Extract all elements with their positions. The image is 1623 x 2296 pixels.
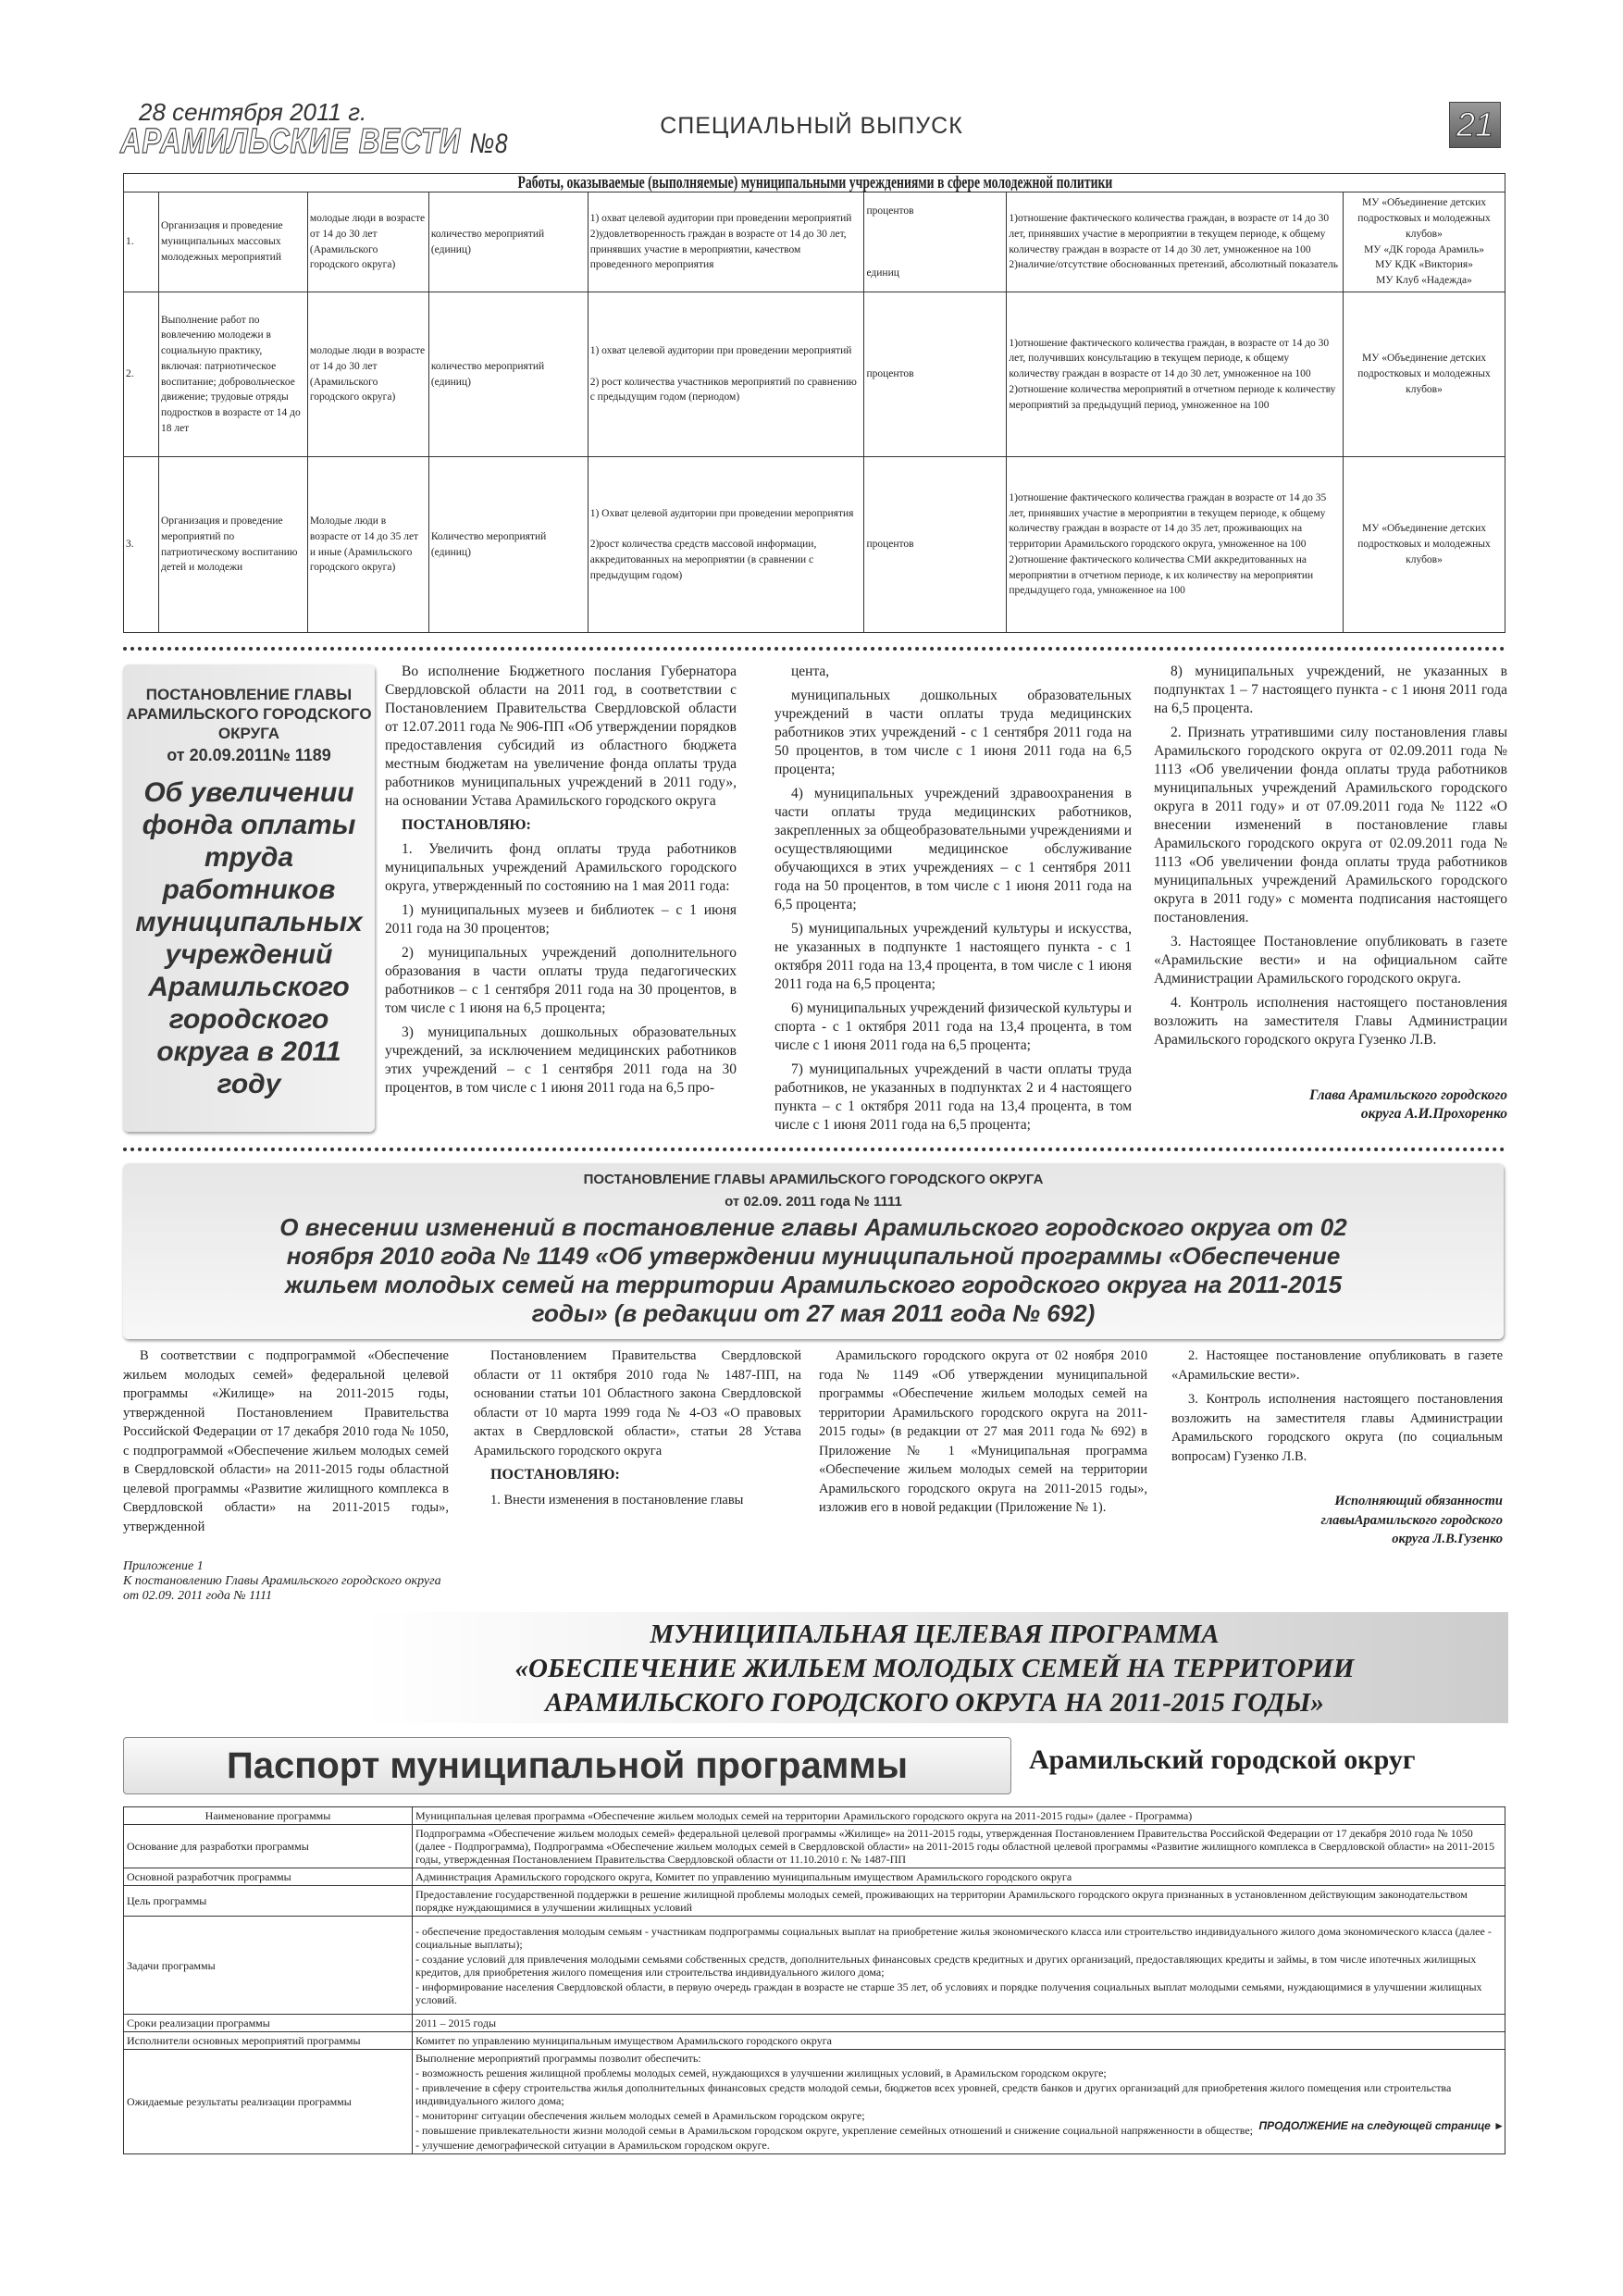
paragraph: 1. Увеличить фонд оплаты труда работников муниципальных учреждений Арамильского городского округа, утвержденный по состоянию на 1 мая 2011 года: — [385, 841, 737, 894]
table-row — [124, 292, 1505, 457]
passport-row — [124, 1868, 1505, 1886]
paragraph: ПОСТАНОВЛЯЮ: — [490, 1467, 620, 1483]
cell-consumers: Молодые люди в возрасте от 14 до 35 лет и иные (Арамильского городского округа) — [307, 457, 428, 633]
passport-line: Администрация Арамильского городского округа, Комитет по управлению муниципальным имуществом Арамильского городского округа — [415, 1870, 1072, 1883]
passport-line: - мониторинг ситуации обеспечения жильем молодых семей в Арамильском городском округе; — [415, 2109, 865, 2122]
cell-consumers: молодые люди в возрасте от 14 до 30 лет (Арамильского городского округа) — [307, 192, 428, 292]
paragraph: 3. Контроль исполнения настоящего постановления возложить на заместителя главы Администрации Арамильского городского округа (по социальным вопросам) Гузенко Л.В. — [1171, 1392, 1503, 1464]
passport-row — [124, 2015, 1505, 2032]
appendix-line: от 02.09. 2011 года № 1111 — [123, 1589, 273, 1603]
passport-line: - привлечение в сферу строительства жилья дополнительных финансовых средств молодой семьи, бюджетов всех уровней, средств банков и других организаций для приобретения жилого помещения или строительства индивидуального жилого дома; — [415, 2081, 1452, 2107]
passport-label: Основной разработчик программы — [124, 1868, 413, 1886]
paragraph: В соответствии с подпрограммой «Обеспечение жильем молодых семей» федеральной целевой программы «Жилище» на 2011-2015 годы, утвержденной Постановлением Правительства Российской Федерации от 17 декабря 2010 года № 1050, с подпрограммой «Обеспечение жильем молодых семей в Свердловской области» на 2011-2015 годы областной целевой программы «Развитие жилищного комплекса в Свердловской области» на 2011-2015 годы», утвержденной — [123, 1348, 449, 1534]
decree-1189-column-2 — [774, 663, 1132, 1140]
banner-line: МУНИЦИПАЛЬНАЯ ЦЕЛЕВАЯ ПРОГРАММА — [650, 1620, 1220, 1649]
passport-line: - информирование населения Свердловской области, в первую очередь граждан в возрасте не старше 35 лет, об условиях и порядке получения социальных выплат молодыми семьями, нуждающимися в улучшении жилищных условий. — [415, 1980, 1482, 2006]
passport-okrug: Арамильский городской округ — [1029, 1744, 1416, 1775]
paragraph: 7) муниципальных учреждений в части оплаты труда работников, не указанных в подпунктах 2 и 4 настоящего пункта – с 1 октября 2011 года на 13,4 процента, в том числе с 1 июня 2011 года на 6,5 процента; — [774, 1061, 1132, 1133]
paragraph: ПОСТАНОВЛЯЮ: — [402, 817, 531, 833]
cell-indicators: 1) охват целевой аудитории при проведении мероприятий 2)удовлетворенность граждан в возрасте от 14 до 30 лет, принявших участие в мероприятии, качеством проведенного мероприятия — [588, 192, 864, 292]
program-banner — [361, 1612, 1508, 1723]
passport-table — [123, 1806, 1505, 2154]
works-table-title — [227, 174, 1401, 192]
paragraph: 8) муниципальных учреждений, не указанных в подпунктах 1 – 7 настоящего пункта - с 1 июня 2011 года на 6,5 процента. — [1154, 664, 1507, 716]
passport-label: Цель программы — [124, 1886, 413, 1917]
cell-n: 1. — [124, 192, 159, 292]
passport-value — [413, 2050, 1505, 2154]
signature-line: Исполняющий обязанности — [1334, 1494, 1503, 1508]
decree-date: от 20.09.2011№ 1189 — [167, 746, 331, 764]
passport-value — [413, 1868, 1505, 1886]
dotted-divider — [123, 647, 1505, 651]
appendix-line: Приложение 1 — [123, 1559, 204, 1573]
table-row — [124, 457, 1505, 633]
cell-unit: количество мероприятий (единиц) — [428, 292, 588, 457]
cell-indicators: 1) охват целевой аудитории при проведении мероприятий 2) рост количества участников мероприятий по сравнению с предыдущим годом (периодом) — [588, 292, 864, 457]
issue-date: 28 сентября 2011 г. — [139, 98, 367, 126]
cell-consumers: молодые люди в возрасте от 14 до 30 лет (Арамильского городского округа) — [307, 292, 428, 457]
cell-org: МУ «Объединение детских подростковых и молодежных клубов» — [1344, 457, 1505, 633]
cell-measure: процентов — [864, 292, 1007, 457]
cell-n: 2. — [124, 292, 159, 457]
passport-label: Наименование программы — [124, 1807, 413, 1825]
paragraph: 1. Внести изменения в постановление главы — [490, 1492, 744, 1508]
passport-value — [413, 2032, 1505, 2050]
passport-line: Муниципальная целевая программа «Обеспечение жильем молодых семей на территории Арамильского городского округа на 2011-2015 годы» (далее - Программа) — [415, 1809, 1193, 1822]
passport-label: Сроки реализации программы — [124, 2015, 413, 2032]
continuation-note: ПРОДОЛЖЕНИЕ на следующей странице ► — [1258, 2119, 1505, 2132]
paragraph: 2. Признать утратившими силу постановления главы Арамильского городского округа от 02.09.2011 года № 1113 «Об увеличении фонда оплаты труда работников муниципальных учреждений Арамильского городского округа в 2011 году» и от 07.09.2011 года № 1122 «О внесении изменений в постановление главы Арамильского городского округа от 02.09.2011 года № 1113 «Об увеличении фонда оплаты труда работников муниципальных учреждений Арамильского городского округа в 2011 году» с момента подписания настоящего постановления. — [1154, 725, 1507, 925]
paragraph: 6) муниципальных учреждений физической культуры и спорта - с 1 октября 2011 года на 13,4 процента, в том числе с 1 июня 2011 года на 6,5 процента; — [774, 1000, 1132, 1053]
paragraph: муниципальных дошкольных образовательных учреждений в части оплаты труда медицинских работников этих учреждений - с 1 сентября 2011 года на 50 процентов, в том числе с 1 июня 2011 года на 6,5 процента; — [774, 688, 1132, 777]
paragraph: Постановлением Правительства Свердловской области от 11 октября 2010 года № 1487-ПП, на основании статьи 101 Областного закона Свердловской области от 10 марта 1999 года № 4-ОЗ «О правовых актах в Свердловской области», статьи 28 Устава Арамильского городского округа — [474, 1348, 801, 1458]
banner-line: АРАМИЛЬСКОГО ГОРОДСКОГО ОКРУГА НА 2011-2015 ГОДЫ» — [545, 1688, 1324, 1718]
decree-1111-column-4 — [1171, 1347, 1503, 1549]
signature — [1154, 1086, 1507, 1123]
passport-line: 2011 – 2015 годы — [415, 2017, 496, 2029]
passport-line: Подпрограмма «Обеспечение жильем молодых семей» федеральной целевой программы «Жилище» на 2011-2015 годы, утвержденная Постановлением Правительства Российской Федерации от 17 декабря 2010 года № 1050 (далее - Подпрограмма), Подпрограмма «Обеспечение жильем молодых семей в Свердловской области» на 2011-2015 годы областной целевой программы «Развитие жилищного комплекса в Свердловской области» на 2011-2015 годы, утвержденная Постановлением Правительства Свердловской области от 11.10.2010 г. № 1487-ПП — [415, 1827, 1495, 1866]
passport-line: - повышение привлекательности жизни молодой семьи в Арамильском городском округе, укрепление семейных отношений и снижение социальной напряженности в обществе; — [415, 2124, 1253, 2137]
decree-1111-header-box — [123, 1163, 1504, 1339]
cell-name: Организация и проведение мероприятий по патриотическому воспитанию детей и молодежи — [158, 457, 307, 633]
passport-line: Предоставление государственной поддержки в решение жилищной проблемы молодых семей, проживающих на территории Арамильского городского округа признанных в установленном действующим законодательством порядке нуждающимися в улучшении жилищных условий — [415, 1888, 1468, 1914]
passport-line: Выполнение мероприятий программы позволит обеспечить: — [415, 2052, 701, 2065]
passport-line: - возможность решения жилищной проблемы молодых семей, нуждающихся в улучшении жилищных условий, в Арамильском городском округе; — [415, 2066, 1107, 2079]
cell-unit: количество мероприятий (единиц) — [428, 192, 588, 292]
cell-org: МУ «Объединение детских подростковых и молодежных клубов» — [1344, 292, 1505, 457]
signature — [1171, 1492, 1503, 1549]
paragraph: 1) муниципальных музеев и библиотек – с 1 июня 2011 года на 30 процентов; — [385, 902, 737, 937]
passport-row — [124, 1886, 1505, 1917]
passport-value — [413, 2015, 1505, 2032]
paragraph: 3. Настоящее Постановление опубликовать в газете «Арамильские вести» и на официальном сайте Администрации Арамильского городского округа. — [1154, 934, 1507, 987]
appendix-line: К постановлению Главы Арамильского городского округа — [123, 1574, 441, 1588]
decree-heading: ПОСТАНОВЛЕНИЕ ГЛАВЫ АРАМИЛЬСКОГО ГОРОДСКОГО ОКРУГА — [126, 686, 372, 742]
cell-indicators: 1) Охват целевой аудитории при проведении мероприятия 2)рост количества средств массовой информации, аккредитованных на мероприятии (в сравнении с предыдущим годом) — [588, 457, 864, 633]
cell-n: 3. — [124, 457, 159, 633]
cell-unit: Количество мероприятий (единиц) — [428, 457, 588, 633]
passport-line: - создание условий для привлечения молодыми семьями собственных средств, дополнительных финансовых средств кредитных и других организаций, предоставляющих кредиты и займы, в том числе ипотечных жилищных кредитов, для приобретения жилого помещения или строительства индивидуального жилого дома; — [415, 1952, 1477, 1979]
dotted-divider — [123, 1148, 1505, 1151]
passport-value — [413, 1807, 1505, 1825]
passport-row — [124, 1917, 1505, 2015]
decree-title: Об увеличении фонда оплаты труда работников муниципальных учреждений Арамильского городского округа в 2011 году — [135, 777, 363, 1099]
cell-name: Выполнение работ по вовлечению молодежи в социальную практику, включая: патриотическое воспитание; добровольческое движение; трудовые отряды подростков в возрасте от 14 до 18 лет — [158, 292, 307, 457]
passport-label: Ожидаемые результаты реализации программы — [124, 2050, 413, 2154]
decree-1111-column-1 — [123, 1347, 449, 1542]
cell-formula: 1)отношение фактического количества граждан, в возрасте от 14 до 30 лет, принявших участие в мероприятии в текущем периоде, к общему количеству граждан в возрасте от 14 до 30 лет, умноженное на 100 2)наличие/отсутствие обоснованных претензий, абсолютный показатель — [1007, 192, 1344, 292]
cell-measure: процентов единиц — [864, 192, 1007, 292]
paragraph: 4) муниципальных учреждений здравоохранения в части оплаты труда медицинских работников, закрепленных за общеобразовательными учреждениями и осуществляющими медицинское обслуживание обучающихся в этих учреждениях – с 1 сентября 2011 года на 50 процентов, в том числе с 1 июня 2011 года на 6,5 процента; — [774, 786, 1132, 912]
paragraph: 4. Контроль исполнения настоящего постановления возложить на заместителя Главы Администрации Арамильского городского округа Гузенко Л.В. — [1154, 995, 1507, 1048]
signature-line: Глава Арамильского городского — [1309, 1087, 1507, 1103]
signature-line: округа Л.В.Гузенко — [1392, 1532, 1503, 1546]
passport-title: Паспорт муниципальной программы — [123, 1737, 1011, 1794]
decree-heading: ПОСТАНОВЛЕНИЕ ГЛАВЫ АРАМИЛЬСКОГО ГОРОДСКОГО ОКРУГА — [583, 1172, 1044, 1187]
decree-1189-column-1 — [385, 663, 737, 1103]
paragraph: 3) муниципальных дошкольных образовательных учреждений, за исключением медицинских работников этих учреждений – с 1 сентября 2011 года на 30 процентов, в том числе с 1 июня 2011 года на 6,5 про- — [385, 1024, 737, 1096]
cell-measure: процентов — [864, 457, 1007, 633]
paragraph: Арамильского городского округа от 02 ноября 2010 года № 1149 «Об утверждении муниципальной программы «Обеспечение жильем молодых семей на территории Арамильского городского округа на 2011-2015 годы» (в редакции от 27 мая 2011 года № 692) в Приложение № 1 «Муниципальная программа «Обеспечение жильем молодых семей на территории Арамильского городского округа на 2011-2015 годы», изложив его в новой редакции (Приложение № 1). — [819, 1348, 1147, 1515]
passport-row — [124, 2050, 1505, 2154]
paragraph: Во исполнение Бюджетного послания Губернатора Свердловской области на 2011 год, в соответствии с Постановлением Правительства Свердловской области от 12.07.2011 года № 906-ПП «Об утверждении порядков предоставления субсидий из областного бюджета местным бюджетам на увеличение фонда оплаты труда работников муниципальных учреждений в 2011 году», на основании Устава Арамильского городского округа — [385, 664, 737, 809]
decree-1189-column-3 — [1154, 663, 1507, 1123]
decree-1111-column-3 — [819, 1347, 1147, 1523]
page-number: 21 — [1449, 102, 1501, 148]
paragraph: 5) муниципальных учреждений культуры и искусства, не указанных в подпункте 1 настоящего пункта - с 1 октября 2011 года на 13,4 процента, в том числе с 1 июня 2011 года на 6,5 процента; — [774, 921, 1132, 992]
signature-line: округа А.И.Прохоренко — [1360, 1106, 1507, 1122]
passport-line: - улучшение демографической ситуации в Арамильском городском округе. — [415, 2139, 770, 2152]
cell-name: Организация и проведение муниципальных массовых молодежных мероприятий — [158, 192, 307, 292]
cell-formula: 1)отношение фактического количества граждан, в возрасте от 14 до 30 лет, получивших консультацию в текущем периоде, к общему количеству граждан в возрасте от 14 до 30 лет, умноженное на 100 2)отношение количества мероприятий в отчетном периоде к количеству мероприятий за предыдущий период, умноженное на 100 — [1007, 292, 1344, 457]
decree-title: О внесении изменений в постановление главы Арамильского городского округа от 02 ноября 2010 года № 1149 «Об утверждении муниципальной программы «Обеспечение жильем молодых семей на территории Арамильского городского округа на 2011-2015 годы» (в редакции от 27 мая 2011 года № 692) — [279, 1213, 1347, 1327]
passport-value — [413, 1917, 1505, 2015]
table-title-text: Работы, оказываемые (выполняемые) муниципальными учреждениями в сфере молодежной политики — [516, 173, 1112, 192]
logo-text: АРАМИЛЬСКИЕ ВЕСТИ — [120, 122, 461, 161]
passport-line: - обеспечение предоставления молодым семьям - участникам подпрограммы социальных выплат на приобретение жилья экономического класса или строительство индивидуального жилого дома экономического класса (далее - социальные выплаты); — [415, 1924, 1492, 1951]
passport-row — [124, 2032, 1505, 2050]
passport-label: Исполнители основных мероприятий программы — [124, 2032, 413, 2050]
cell-formula: 1)отношение фактического количества граждан в возрасте от 14 до 35 лет, принявших участие в мероприятии в текущем периоде, к общему количеству граждан в возрасте от 14 до 35 лет, проживающих на территории Арамильского городского округа, умноженное на 100 2)отношение фактического количества СМИ аккредитованных на мероприятии в отчетном периоде, к их количеству на мероприятии предыдущего года, умноженное на 100 — [1007, 457, 1344, 633]
passport-value — [413, 1825, 1505, 1868]
paragraph: 2) муниципальных учреждений дополнительного образования в части оплаты труда педагогических работников – с 1 сентября 2011 года на 30 процентов, в том числе с 1 июня на 6,5 процента; — [385, 945, 737, 1016]
passport-row — [124, 1807, 1505, 1825]
decree-1111-column-2 — [474, 1347, 801, 1515]
passport-value — [413, 1886, 1505, 1917]
cell-org: МУ «Объединение детских подростковых и молодежных клубов» МУ «ДК города Арамиль» МУ КДК «Виктория» МУ Клуб «Надежда» — [1344, 192, 1505, 292]
table-row — [124, 192, 1505, 292]
passport-row — [124, 1825, 1505, 1868]
banner-line: «ОБЕСПЕЧЕНИЕ ЖИЛЬЕМ МОЛОДЫХ СЕМЕЙ НА ТЕРРИТОРИИ — [514, 1654, 1355, 1683]
section-title: СПЕЦИАЛЬНЫЙ ВЫПУСК — [660, 113, 963, 139]
decree-date: от 02.09. 2011 года № 1111 — [725, 1194, 902, 1210]
passport-line: Комитет по управлению муниципальным имуществом Арамильского городского округа — [415, 2034, 832, 2047]
signature-line: главыАрамильского городского — [1320, 1512, 1503, 1528]
appendix-note — [123, 1559, 441, 1604]
works-table — [123, 173, 1505, 633]
paragraph: цента, — [791, 664, 830, 679]
decree-1189-header-box — [123, 664, 375, 1132]
issue-number: №8 — [469, 129, 509, 159]
paragraph: 2. Настоящее постановление опубликовать в газете «Арамильские вести». — [1171, 1348, 1503, 1383]
passport-label: Задачи программы — [124, 1917, 413, 2015]
passport-label: Основание для разработки программы — [124, 1825, 413, 1868]
